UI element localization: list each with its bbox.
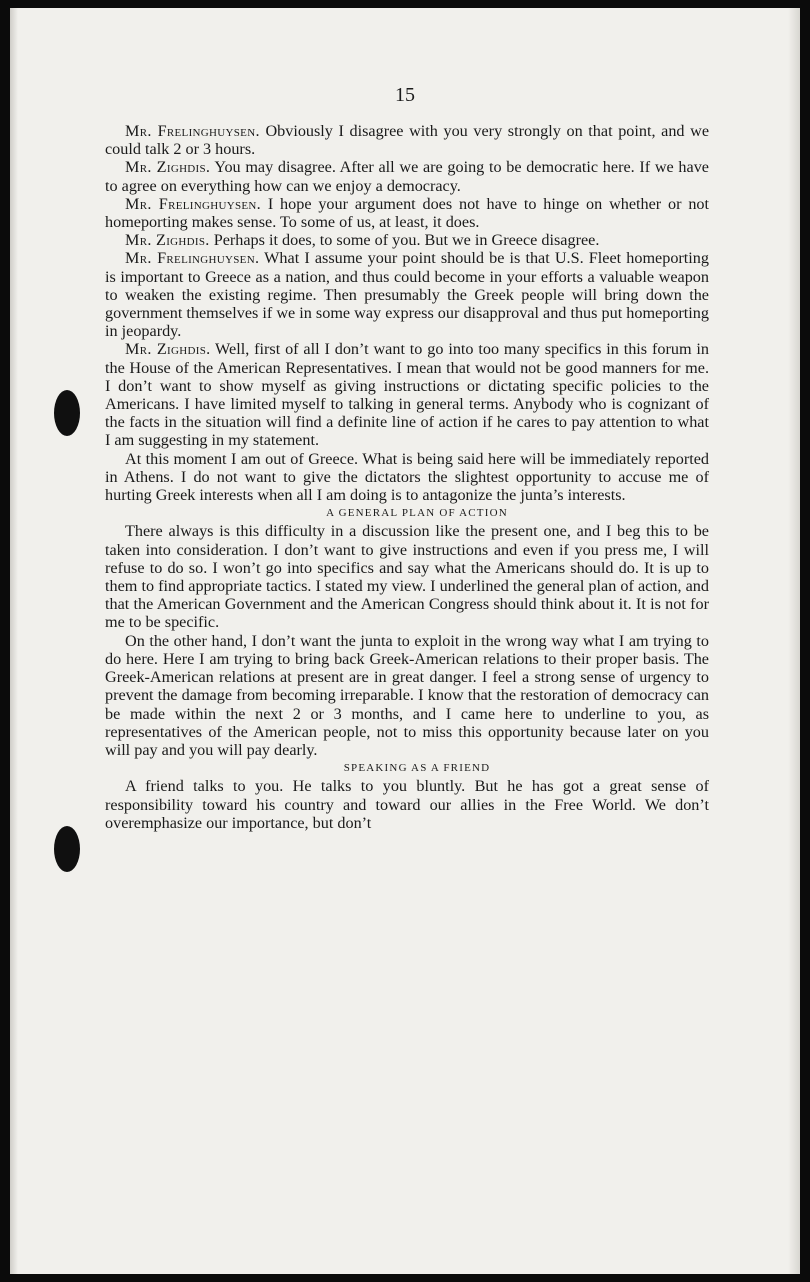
paragraph — [105, 195, 709, 231]
paragraph-text: On the other hand, I don’t want the junta to exploit in the wrong way what I am trying to do here. Here I am trying to bring back Greek-American relations to their proper basis. The Greek-American relations at present are in great danger. I feel a strong sense of urgency to prevent the damage from becoming irreparable. I know that the restoration of democracy can be made within the next 2 or 3 months, and I came here to underline to you, as representatives of the American people, not to miss this opportunity because later on you will pay and you will pay dearly. — [105, 631, 709, 759]
speaker-name: Mr. Frelinghuysen. — [125, 122, 260, 140]
paragraph-text: You may disagree. After all we are going to be democratic here. If we have to agree on everything how can we enjoy a democracy. — [105, 158, 709, 195]
paragraph — [105, 632, 709, 759]
paragraph — [105, 249, 709, 340]
speaker-name: Mr. Zighdis. — [125, 340, 211, 359]
paragraph-text: I hope your argument does not have to hinge on whether or not homeporting makes sense. To some of us, at least, it does. — [105, 194, 710, 232]
speaker-name: Mr. Frelinghuysen. — [125, 249, 260, 268]
paragraph — [105, 340, 709, 449]
speaker-name: Mr. Frelinghuysen. — [125, 194, 261, 213]
scan-edge-left — [10, 8, 18, 1274]
speaker-name: Mr. Zighdis. — [125, 158, 211, 177]
paragraph-text: Perhaps it does, to some of you. But we in Greece disagree. — [213, 231, 600, 250]
paragraph-text: There always is this difficulty in a discussion like the present one, and I beg this to be taken into consideration. I don’t want to give instructions and even if you press me, I will refuse to do so. I won’t go into specifics and say what the Americans should do. It is up to them to find appropriate tactics. I stated my view. I underlined the general plan of action, and that the American Government and the American Congress should think about it. It is not for me to be specific. — [105, 522, 709, 632]
paragraph — [105, 777, 709, 832]
paragraph-text: What I assume your point should be is that U.S. Fleet homeporting is important to Greece as a nation, and thus could become in your efforts a valuable weapon to weaken the existing regime. Then presumably the Greek people will bring down the government themselves if we in some way express our disapproval and thus put homeporting in jeopardy. — [105, 249, 709, 341]
section-heading-friend: SPEAKING AS A FRIEND — [343, 762, 491, 775]
punch-hole-lower — [54, 826, 80, 872]
section-heading-plan: A GENERAL PLAN OF ACTION — [326, 507, 508, 520]
paragraph-text: At this moment I am out of Greece. What is being said here will be immediately reported in Athens. I do not want to give the dictators the slightest opportunity to accuse me of hurting Greek interests when all I am doing is to antagonize the junta’s interests. — [105, 449, 709, 505]
paragraph-text: Well, first of all I don’t want to go into too many specifics in this forum in the House of the American Representatives. I mean that would not be good manners for me. I don’t want to show myself as giving instructions or dictating specific policies to the Americans. I have limited myself to talking in general terms. Anybody who is cognizant of the facts in the situation will find a definite line of action if he cares to pay attention to what I am suggesting in my statement. — [105, 340, 709, 450]
paragraph — [105, 522, 709, 631]
paragraph — [105, 231, 709, 249]
punch-hole-upper — [54, 390, 80, 436]
paragraph — [105, 158, 709, 194]
paragraph — [105, 450, 709, 505]
paragraph-text: A friend talks to you. He talks to you bluntly. But he has got a great sense of responsibility toward his country and toward our allies in the Free World. We don’t overemphasize our importance, but don’t — [105, 777, 709, 832]
page-number: 15 — [395, 84, 415, 106]
scan-edge-right — [788, 8, 800, 1274]
document-page — [10, 8, 800, 1274]
paragraph-text: Obviously I disagree with you very strongly on that point, and we could talk 2 or 3 hours. — [105, 122, 710, 159]
paragraph — [105, 122, 709, 158]
speaker-name: Mr. Zighdis. — [125, 231, 210, 250]
transcript-body — [105, 122, 709, 832]
